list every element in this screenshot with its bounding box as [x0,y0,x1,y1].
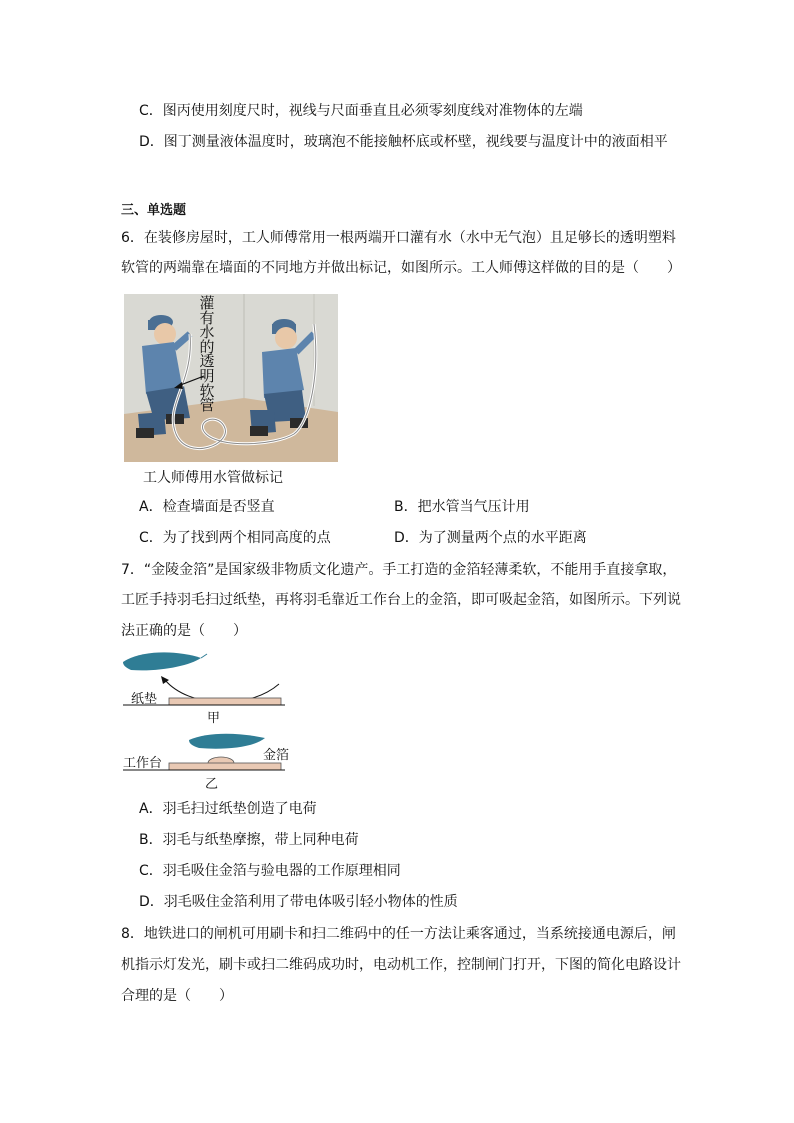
label-paper-pad: 纸垫 [131,692,158,707]
q6-figure-workers [124,294,338,462]
q6-option-d: D．为了测量两个点的水平距离 [394,530,587,546]
q7-stem-line-1: 7．“金陵金箔”是国家级非物质文化遗产。手工打造的金箔轻薄柔软，不能用手直接拿取， [121,562,677,578]
q8-stem-line-1: 8．地铁进口的闸机可用刷卡和扫二维码中的任一方法让乘客通过，当系统接通电源后，闸 [121,926,676,942]
q7-option-a: A．羽毛扫过纸垫创造了电荷 [139,801,317,817]
q6-option-c: C．为了找到两个相同高度的点 [139,530,331,546]
q7-option-b: B．羽毛与纸垫摩擦，带上同种电荷 [139,832,359,848]
q6-figure-caption: 工人师傅用水管做标记 [143,470,283,486]
q7-option-c: C．羽毛吸住金箔与验电器的工作原理相同 [139,863,401,879]
q8-stem-line-3: 合理的是（ ） [121,988,233,1004]
label-jia: 甲 [207,711,221,726]
label-workbench: 工作台 [123,756,163,771]
q6-stem-line-2: 软管的两端靠在墙面的不同地方并做出标记，如图所示。工人师傅这样做的目的是（ ） [121,260,681,276]
workbench-pad [169,763,281,770]
section-heading: 三、单选题 [121,203,187,218]
feather-top-icon [123,652,201,670]
q6-option-a: A．检查墙面是否竖直 [139,499,275,515]
q8-stem-line-2: 机指示灯发光，刷卡或扫二维码成功时，电动机工作，控制闸门打开，下图的简化电路设计 [121,957,681,973]
q5-option-c: C．图丙使用刻度尺时，视线与尺面垂直且必须零刻度线对准物体的左端 [139,103,583,119]
q6-option-b: B．把水管当气压计用 [394,499,530,515]
q7-stem-line-3: 法正确的是（ ） [121,623,247,639]
q6-stem-line-1: 6．在装修房屋时，工人师傅常用一根两端开口灌有水（水中无气泡）且足够长的透明塑料 [121,230,676,246]
q7-figure-feather [119,648,291,793]
q7-stem-line-2: 工匠手持羽毛扫过纸垫，再将羽毛靠近工作台上的金箔，即可吸起金箔，如图所示。下列说 [121,592,681,608]
label-gold-foil: 金箔 [263,748,290,763]
q7-option-d: D．羽毛吸住金箔利用了带电体吸引轻小物体的性质 [139,894,458,910]
feather-bottom-icon [189,734,265,749]
paper-pad [169,698,281,705]
label-yi: 乙 [205,777,219,792]
hose-vertical-label: 灌 有 水 的 透 明 软 管 [199,294,215,415]
q5-option-d: D．图丁测量液体温度时，玻璃泡不能接触杯底或杯壁，视线要与温度计中的液面相平 [139,134,668,150]
